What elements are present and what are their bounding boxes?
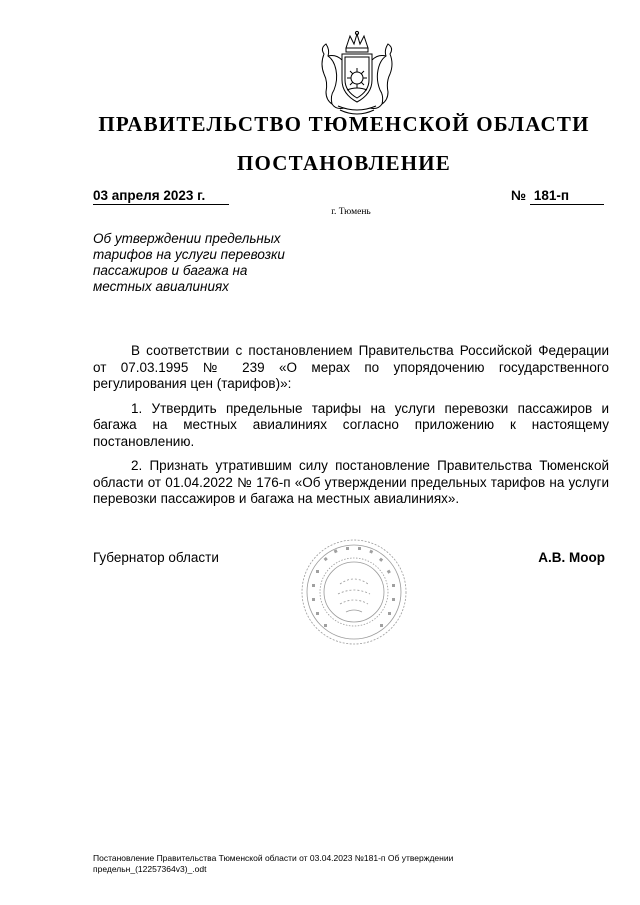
signatory-position: Губернатор области bbox=[93, 550, 219, 565]
item-1-paragraph: 1. Утвердить предельные тарифы на услуги перевозки пассажиров и багажа на местных авиалиниях согласно приложению к настоящему постановлению. bbox=[93, 400, 609, 449]
document-body bbox=[93, 343, 609, 516]
item-2-paragraph: 2. Признать утратившим силу постановление Правительства Тюменской области от 01.04.2022 № 176-п «Об утверждении предельных тарифов на услуги перевозки пассажиров и багажа на местных авиалиниях». bbox=[93, 458, 609, 506]
preamble-paragraph: В соответствии с постановлением Правительства Российской Федерации от 07.03.1995 № 239 «О мерах по упорядочению государственного регулирования цен (тарифов)»: bbox=[93, 343, 609, 391]
document-number: 181-п bbox=[530, 188, 604, 205]
document-date: 03 апреля 2023 г. bbox=[93, 188, 229, 205]
footer-filename: Постановление Правительства Тюменской области от 03.04.2023 №181-п Об утверждении предельн_(12257364v3)_.odt bbox=[93, 853, 454, 874]
coat-of-arms-icon bbox=[314, 30, 400, 118]
document-number-block bbox=[511, 188, 604, 205]
signatory-name: А.В. Моор bbox=[538, 550, 605, 565]
number-sign: № bbox=[511, 188, 527, 203]
organization-title: ПРАВИТЕЛЬСТВО ТЮМЕНСКОЙ ОБЛАСТИ bbox=[98, 112, 590, 136]
official-seal-stamp bbox=[300, 538, 408, 646]
document-type-title: ПОСТАНОВЛЕНИЕ bbox=[236, 151, 452, 175]
document-subject: Об утверждении предельных тарифов на услуги перевозки пассажиров и багажа на местных авиалиниях bbox=[93, 231, 285, 294]
city-label: г. Тюмень bbox=[331, 207, 371, 217]
